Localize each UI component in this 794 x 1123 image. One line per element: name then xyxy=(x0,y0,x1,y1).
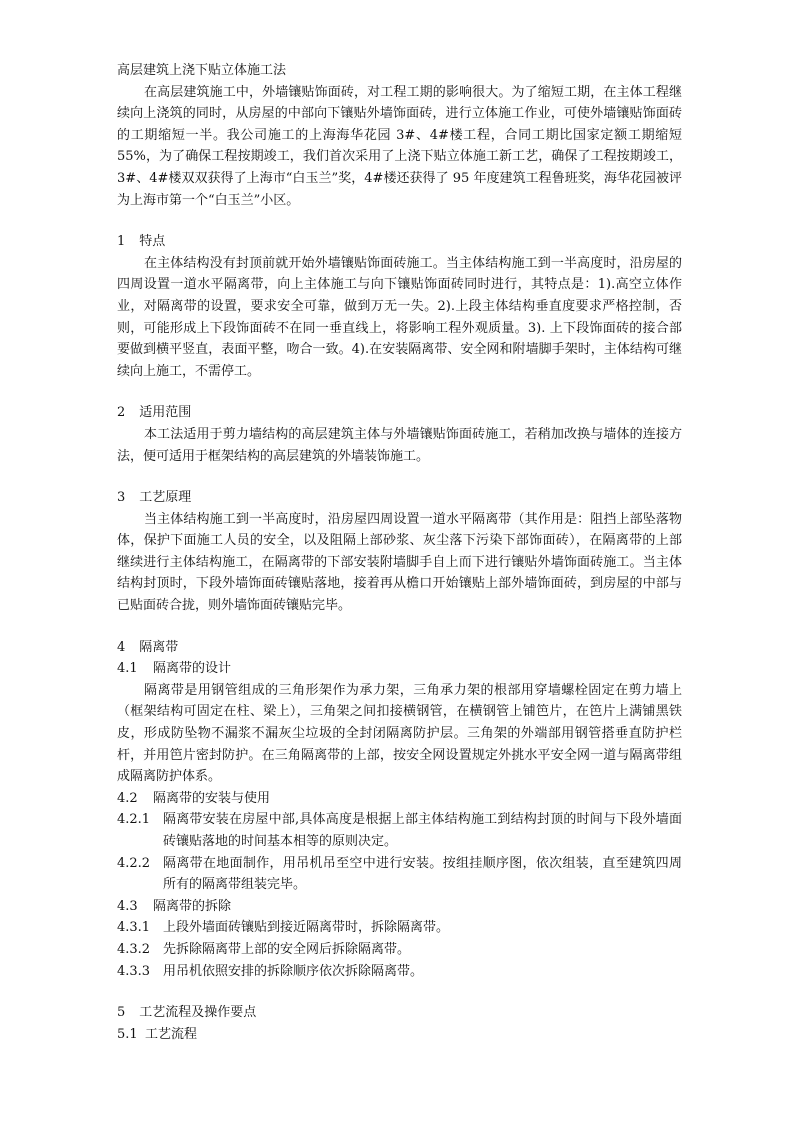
item-number: 4.2.2 xyxy=(117,855,151,871)
subsection-number: 5.1 xyxy=(117,1026,138,1042)
section-3-heading xyxy=(117,487,682,509)
section-title: 适用范围 xyxy=(139,405,192,421)
subsection-number: 4.1 xyxy=(117,661,138,677)
subsection-4-2-heading xyxy=(117,788,682,810)
section-5-heading xyxy=(117,1002,682,1024)
document-page xyxy=(117,60,682,1045)
section-title: 工艺流程及操作要点 xyxy=(139,1005,257,1021)
subsection-title: 隔离带的安装与使用 xyxy=(153,790,271,806)
item-text: 先拆除隔离带上部的安全网后拆除隔离带。 xyxy=(163,941,411,957)
item-number: 4.3.1 xyxy=(117,920,151,936)
section-1-heading xyxy=(117,231,682,253)
item-number: 4.3.2 xyxy=(117,941,151,957)
section-title: 特点 xyxy=(139,234,166,250)
list-item xyxy=(117,939,682,961)
item-text: 上段外墙面砖镶贴到接近隔离带时，拆除隔离带。 xyxy=(163,920,450,936)
document-title: 高层建筑上浇下贴立体施工法 xyxy=(117,63,287,78)
list-item xyxy=(117,853,682,896)
subsection-4-3-heading xyxy=(117,896,682,918)
subsection-4-1-body: 隔离带是用钢管组成的三角形架作为承力架，三角承力架的根部用穿墙螺栓固定在剪力墙上（框架结构可固定在柱、梁上），三角架之间扣接横钢管，在横钢管上铺笆片，在笆片上满铺黑铁皮，形成防坠物不漏浆不漏灰尘垃圾的全封闭隔离防护层。三角架的外端部用钢管搭垂直防护栏杆，并用笆片密封防护。在三角隔离带的上部，按安全网设置规定外挑水平安全网一道与隔离带组成隔离防护体系。 xyxy=(117,682,682,785)
section-gap xyxy=(117,211,682,231)
section-number: 4 xyxy=(117,639,126,655)
section-3-body: 当主体结构施工到一半高度时，沿房屋四周设置一道水平隔离带（其作用是：阻挡上部坠落物体，保护下面施工人员的安全，以及阻隔上部砂浆、灰尘落下污染下部饰面砖），在隔离带的上部继续进行主体结构施工，在隔离带的下部安装附墙脚手自上而下进行镶贴外墙饰面砖施工。当主体结构封顶时，下段外墙饰面砖镶贴落地，接着再从檐口开始镶贴上部外墙饰面砖，到房屋的中部与已贴面砖合拢，则外墙饰面砖镶贴完毕。 xyxy=(117,511,682,614)
intro-paragraph: 在高层建筑施工中，外墙镶贴饰面砖，对工程工期的影响很大。为了缩短工期，在主体工程继续向上浇筑的同时，从房屋的中部向下镶贴外墙饰面砖，进行立体施工作业，可使外墙镶贴饰面砖的工期缩短一半。我公司施工的上海海华花园 3#、4#楼工程，合同工期比国家定额工期缩短 55%，为了确保工程按期竣工，我们首次采用了上浇下贴立体施工新工艺，确保了工程按期竣工，3#、4#楼双双获得了上海市“白玉兰”奖，4#楼还获得了 95 年度建筑工程鲁班奖，海华花园被评为上海市第一个“白玉兰”小区。 xyxy=(117,84,682,208)
item-number: 4.2.1 xyxy=(117,812,151,828)
item-text: 用吊机依照安排的拆除顺序依次拆除隔离带。 xyxy=(163,963,424,979)
subsection-number: 4.2 xyxy=(117,790,138,806)
subsection-title: 隔离带的设计 xyxy=(153,661,232,677)
subsection-4-1-heading xyxy=(117,658,682,680)
section-gap xyxy=(117,617,682,637)
section-gap xyxy=(117,982,682,1002)
section-number: 2 xyxy=(117,405,126,421)
list-item xyxy=(117,917,682,939)
item-number: 4.3.3 xyxy=(117,963,151,979)
section-4-heading xyxy=(117,637,682,659)
section-number: 3 xyxy=(117,490,126,506)
subsection-number: 4.3 xyxy=(117,898,138,914)
list-item xyxy=(117,961,682,983)
section-gap xyxy=(117,467,682,487)
section-2-heading xyxy=(117,402,682,424)
item-text: 隔离带在地面制作，用吊机吊至空中进行安装。按组挂顺序图，依次组装，直至建筑四周所有的隔离带组装完毕。 xyxy=(163,855,682,893)
item-text: 隔离带安装在房屋中部,具体高度是根据上部主体结构施工到结构封顶的时间与下段外墙面砖镶贴落地的时间基本相等的原则决定。 xyxy=(163,812,682,849)
section-title: 工艺原理 xyxy=(139,490,192,506)
section-2-body: 本工法适用于剪力墙结构的高层建筑主体与外墙镶贴饰面砖施工，若稍加改换与墙体的连接方法，便可适用于框架结构的高层建筑的外墙装饰施工。 xyxy=(117,426,682,464)
section-number: 5 xyxy=(117,1005,126,1021)
section-title: 隔离带 xyxy=(139,639,179,655)
subsection-title: 隔离带的拆除 xyxy=(153,898,232,914)
section-gap xyxy=(117,382,682,402)
subsection-title: 工艺流程 xyxy=(145,1026,198,1042)
list-item xyxy=(117,809,682,852)
section-number: 1 xyxy=(117,234,126,250)
section-1-body: 在主体结构没有封顶前就开始外墙镶贴饰面砖施工。当主体结构施工到一半高度时，沿房屋的四周设置一道水平隔离带，向上主体施工与向下镶贴饰面砖同时进行，其特点是：1).高空立体作业，对隔离带的设置，要求安全可靠，做到万无一失。2).上段主体结构垂直度要求严格控制，否则，可能形成上下段饰面砖不在同一垂直线上，将影响工程外观质量。3). 上下段饰面砖的接合部要做到横平竖直，表面平整，吻合一致。4).在安装隔离带、安全网和附墙脚手架时，主体结构可继续向上施工，不需停工。 xyxy=(117,255,682,379)
subsection-5-1-heading xyxy=(117,1024,682,1046)
